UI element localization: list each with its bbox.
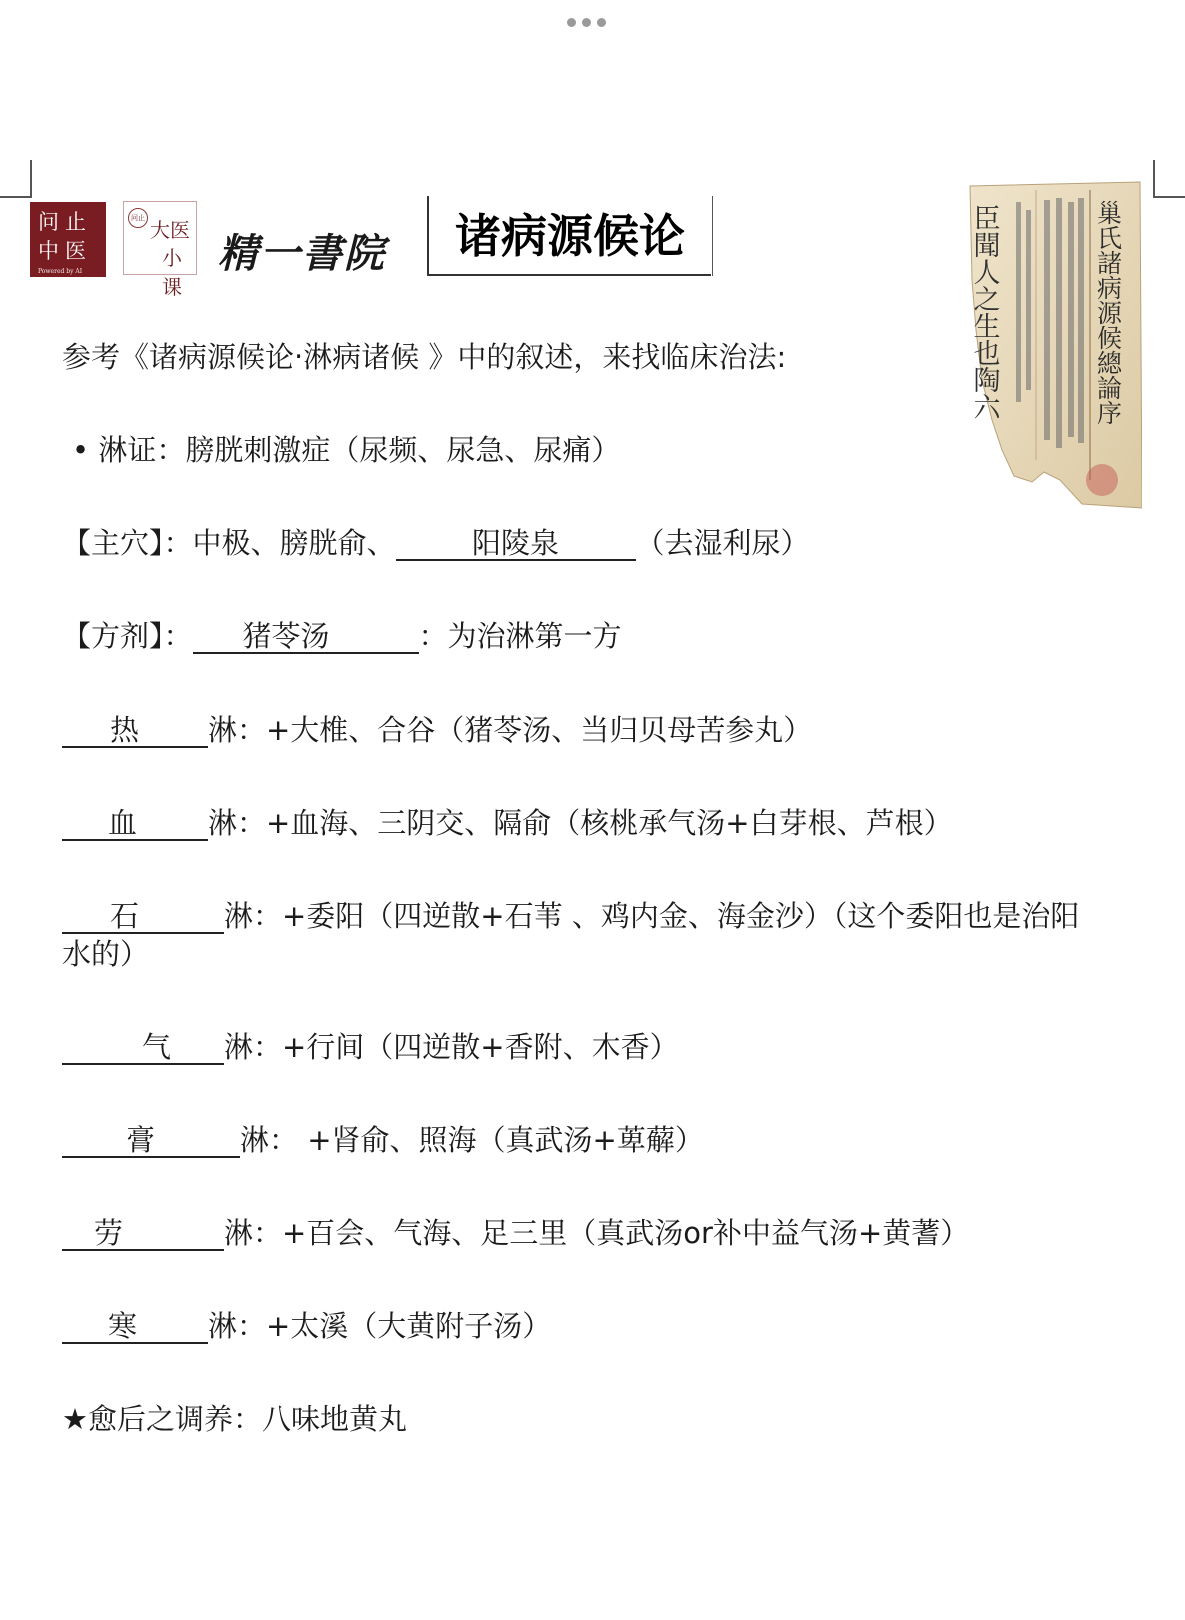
answer-blank: 热: [62, 714, 208, 748]
type-line-gao: 膏 淋： +肾俞、照海（真武汤+萆薢）: [62, 1118, 704, 1159]
crop-mark-right: [1153, 160, 1185, 198]
answer-blank: 血: [62, 807, 208, 841]
type-line-qi: 气 淋：+行间（四逆散+香附、木香）: [62, 1025, 679, 1066]
star-icon: ★: [62, 1402, 88, 1436]
type-line-han: 寒 淋：+太溪（大黄附子汤）: [62, 1304, 551, 1345]
page-title: 诸病源候论: [427, 196, 711, 276]
main-acupoints-line: 【主穴】：中极、膀胱俞、 阳陵泉 （去湿利尿）: [62, 526, 810, 560]
scan-title-text: 巢氏諸病源候總論序: [1093, 200, 1123, 425]
bullet-icon: •: [72, 433, 90, 467]
answer-blank: 劳: [62, 1217, 224, 1251]
type-line-xue: 血 淋：+血海、三阴交、隔俞（核桃承气汤+白芽根、芦根）: [62, 801, 953, 842]
wenzhi-logo: 问止 中医 Powered by AI: [30, 202, 106, 277]
dayi-xiaoke-logo: 问止 大医 小课: [123, 201, 197, 275]
ancient-book-scan: [962, 180, 1142, 510]
formula-line: 【方剂】： 猪苓汤 ：为治淋第一方: [62, 619, 622, 653]
answer-blank: 石: [62, 900, 224, 934]
type-line-shi: 石 淋：+委阳（四逆散+石苇 、鸡内金、海金沙）（这个委阳也是治阳: [62, 894, 1079, 935]
more-options-icon[interactable]: [567, 18, 606, 27]
type-line-lao: 劳 淋：+百会、气海、足三里（真武汤or补中益气汤+黄蓍）: [62, 1211, 969, 1252]
type-line-re: 热 淋：+大椎、合谷（猪苓汤、当归贝母苦参丸）: [62, 708, 812, 749]
seal-icon: 问止: [128, 208, 148, 228]
jingyi-shuyuan-logo: 精一書院: [218, 230, 386, 277]
recovery-line: ★愈后之调养：八味地黄丸: [62, 1402, 408, 1436]
bullet-item: • 淋证：膀胱刺激症（尿频、尿急、尿痛）: [72, 433, 621, 467]
scan-body-text: 臣聞人之生也陶六: [968, 204, 1000, 420]
crop-mark-left: [0, 160, 32, 198]
answer-blank: 膏: [62, 1124, 240, 1158]
answer-blank: 气: [62, 1031, 224, 1065]
answer-blank: 阳陵泉: [396, 527, 636, 561]
answer-blank: 猪苓汤: [193, 620, 419, 654]
intro-text: 参考《诸病源候论‧淋病诸候 》中的叙述，来找临床治法:: [62, 340, 787, 374]
seal-stamp-icon: [1086, 464, 1118, 496]
answer-blank: 寒: [62, 1310, 208, 1344]
type-line-shi-cont: 水的）: [62, 937, 150, 971]
